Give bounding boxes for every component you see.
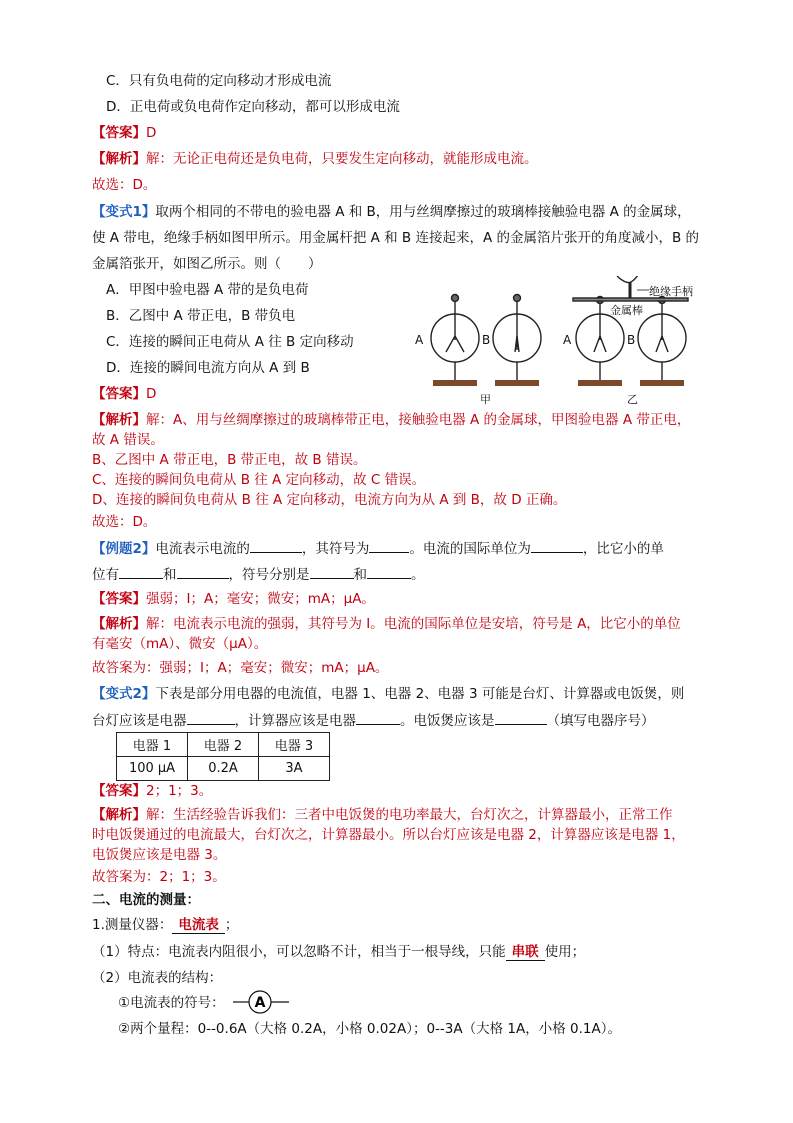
answer-1: 【答案】D xyxy=(92,125,157,141)
conclusion-2: 故选：D。 xyxy=(92,514,157,530)
option-d-line: D．正电荷或负电荷作定向移动，都可以形成电流 xyxy=(106,99,400,115)
electroscope-figure xyxy=(405,276,705,406)
blank xyxy=(531,539,583,553)
table-cell: 3A xyxy=(259,757,330,781)
analysis-4-l3: 电饭煲应该是电器 3。 xyxy=(92,847,227,863)
variant-1-q1: 【变式1】取两个相同的不带电的验电器 A 和 B，用与丝绸摩擦过的玻璃棒接触验电器 A 的金属球， xyxy=(92,204,691,220)
analysis-1: 【解析】解：无论正电荷还是负电荷，只要发生定向移动，就能形成电流。 xyxy=(92,151,538,167)
ammeter-feature: （1）特点：电流表内阻很小，可以忽略不计，相当于一根导线，只能 串联 使用； xyxy=(92,944,586,960)
answer-3: 【答案】强弱；I；A；毫安；微安；mA；μA。 xyxy=(92,591,375,607)
table-row xyxy=(117,733,330,757)
analysis-2-l5: D、连接的瞬间负电荷从 B 往 A 定向移动，电流方向为从 A 到 B，故 D 正确。 xyxy=(92,492,567,508)
table-cell: 100 μA xyxy=(117,757,188,781)
analysis-4-l2: 时电饭煲通过的电流最大，台灯次之，计算器最小。所以台灯应该是电器 2，计算器应该是电器 1， xyxy=(92,827,685,843)
table-cell: 0.2A xyxy=(188,757,259,781)
blank xyxy=(367,565,411,579)
variant-2-l1: 【变式2】下表是部分用电器的电流值，电器 1、电器 2、电器 3 可能是台灯、计算器或电饭煲，则 xyxy=(92,686,685,702)
example-2-l2: 位有 和 ，符号分别是 和 。 xyxy=(92,567,425,583)
label-b1: B xyxy=(482,333,491,347)
ammeter-ranges: ②两个量程：0--0.6A（大格 0.2A，小格 0.02A）；0--3A（大格 1A，小格 0.1A）。 xyxy=(118,1021,621,1037)
label-a2: A xyxy=(563,333,572,347)
answer-4: 【答案】2；1；3。 xyxy=(92,783,213,799)
blank xyxy=(369,539,409,553)
label-jia: 甲 xyxy=(480,393,491,406)
analysis-4-l1: 【解析】解：生活经验告诉我们：三者中电饭煲的电功率最大，台灯次之，计算器最小，正常工作 xyxy=(92,807,673,823)
table-header-cell: 电器 3 xyxy=(259,733,330,757)
label-b2: B xyxy=(627,333,636,347)
label-rod: 金属棒 xyxy=(610,304,643,317)
ammeter-symbol-label: ①电流表的符号： xyxy=(118,995,225,1011)
variant-2-l2: 台灯应该是电器 ，计算器应该是电器 。电饭煲应该是 （填写电器序号） xyxy=(92,713,655,729)
analysis-2-l1: 【解析】解：A、用与丝绸摩擦过的玻璃棒带正电，接触验电器 A 的金属球，甲图验电器 A 带正电， xyxy=(92,412,691,428)
label-a1: A xyxy=(415,333,424,347)
blank xyxy=(250,539,302,553)
variant-1-option-d: D．连接的瞬间电流方向从 A 到 B xyxy=(106,360,310,376)
blank xyxy=(187,711,235,725)
blank xyxy=(177,565,229,579)
analysis-2-l3: B、乙图中 A 带正电，B 带正电，故 B 错误。 xyxy=(92,452,367,468)
table-header-cell: 电器 2 xyxy=(188,733,259,757)
blank xyxy=(119,565,163,579)
blank xyxy=(310,565,354,579)
conclusion-3: 故答案为：强弱；I；A；毫安；微安；mA；μA。 xyxy=(92,660,389,676)
conclusion-1: 故选：D。 xyxy=(92,177,157,193)
example-2-l1: 【例题2】电流表示电流的 ，其符号为 。电流的国际单位为 ，比它小的单 xyxy=(92,541,664,557)
analysis-3-l2: 有毫安（mA）、微安（μA）。 xyxy=(92,636,268,652)
answer-2: 【答案】D xyxy=(92,386,157,402)
table-header-cell: 电器 1 xyxy=(117,733,188,757)
variant-1-option-a: A．甲图中验电器 A 带的是负电荷 xyxy=(106,282,309,298)
conclusion-4: 故答案为：2；1；3。 xyxy=(92,869,226,885)
measure-instrument: 1.测量仪器： 电流表 ； xyxy=(92,917,239,933)
variant-1-option-b: B．乙图中 A 带正电，B 带负电 xyxy=(106,308,296,324)
label-yi: 乙 xyxy=(627,393,638,406)
blank xyxy=(356,711,400,725)
label-handle: 绝缘手柄 xyxy=(649,285,693,298)
section-2-heading: 二、电流的测量： xyxy=(92,892,200,908)
blank xyxy=(495,711,547,725)
table-row xyxy=(117,757,330,781)
ammeter-symbol-icon xyxy=(233,989,293,1015)
ammeter-structure: （2）电流表的结构： xyxy=(92,970,223,986)
current-table xyxy=(116,732,330,781)
analysis-2-l2: 故 A 错误。 xyxy=(92,432,164,448)
analysis-2-l4: C、连接的瞬间负电荷从 B 往 A 定向移动，故 C 错误。 xyxy=(92,472,426,488)
svg-text:A: A xyxy=(254,995,266,1011)
variant-1-q2: 使 A 带电，绝缘手柄如图甲所示。用金属杆把 A 和 B 连接起来，A 的金属箔片张开的角度减小，B 的 xyxy=(92,230,700,246)
analysis-3-l1: 【解析】解：电流表示电流的强弱，其符号为 I。电流的国际单位是安培，符号是 A，比它小的单位 xyxy=(92,616,681,632)
variant-1-option-c: C．连接的瞬间正电荷从 A 往 B 定向移动 xyxy=(106,334,354,350)
option-c-line: C．只有负电荷的定向移动才形成电流 xyxy=(106,73,332,89)
variant-1-q3: 金属箔张开，如图乙所示。则（ ） xyxy=(92,256,322,272)
